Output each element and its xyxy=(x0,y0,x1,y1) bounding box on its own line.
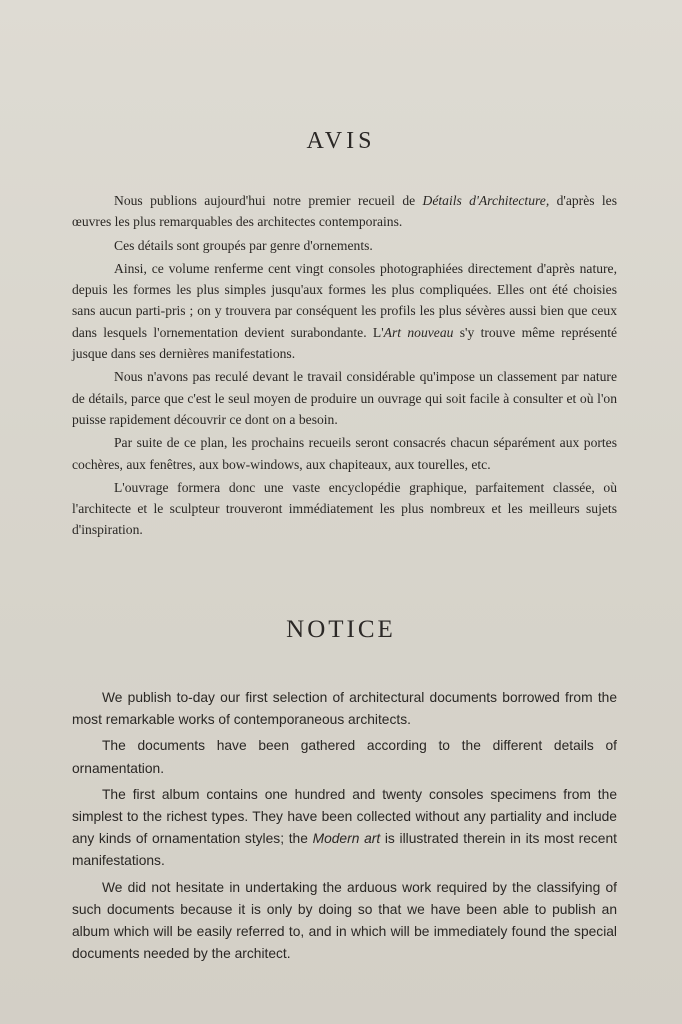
notice-title: NOTICE xyxy=(286,616,396,643)
avis-section xyxy=(72,190,617,543)
paragraph-text: s'y trouve même représenté jusque dans ses dernières manifestations. xyxy=(72,324,618,362)
paragraph-text: The first album contains one hundred and twenty consoles specimens from the simplest to the richest types. They have been collected without any partiality and include any kinds of ornamentation styles; the xyxy=(72,786,617,847)
avis-paragraph xyxy=(72,190,617,233)
paragraph-text: d'après les œuvres les plus remarquables des architectes contemporains. xyxy=(72,193,618,230)
italic-text: Art nouveau xyxy=(383,324,454,340)
paragraph-text: Par suite de ce plan, les prochains recueils seront consacrés chacun séparément aux portes cochères, aux fenêtres, aux bow-windows, aux chapiteaux, aux tourelles, etc. xyxy=(72,435,617,472)
paragraph-text: Nous publions aujourd'hui notre premier recueil de xyxy=(114,193,423,208)
notice-paragraph xyxy=(72,687,617,731)
notice-paragraph xyxy=(72,877,617,966)
avis-paragraph xyxy=(72,477,617,541)
paragraph-text: is illustrated therein in its most recent manifestations. xyxy=(72,831,617,869)
avis-paragraph xyxy=(72,235,617,256)
paragraph-text: We did not hesitate in undertaking the arduous work required by the classifying of such documents because it is only by doing so that we have been able to publish an album which will be easily referred to, and in which will be immediately found the special documents needed by the architect. xyxy=(72,879,617,962)
paragraph-text: Ces détails sont groupés par genre d'ornements. xyxy=(114,237,373,253)
notice-section xyxy=(72,687,617,969)
paragraph-text: Ainsi, ce volume renferme cent vingt consoles photographiées directement d'après nature, depuis les formes les plus simples jusqu'aux formes les plus compliquées. Elles ont été choisies sans aucun parti-pris ; on y trouvera par conséquent les profils les plus sévères aussi bien que ceux dans lesquels l'ornementation devient surabondante. L' xyxy=(72,260,617,340)
avis-paragraph xyxy=(72,432,617,475)
avis-paragraph xyxy=(72,366,617,430)
notice-paragraph xyxy=(72,784,617,873)
avis-title: AVIS xyxy=(306,128,376,154)
italic-text: Détails d'Architecture, xyxy=(422,193,550,208)
notice-paragraph xyxy=(72,735,617,779)
paragraph-text: Nous n'avons pas reculé devant le travail considérable qu'impose un classement par nature de détails, parce que c'est le seul moyen de produire un ouvrage qui soit facile à consulter et où l'on puisse rapidement découvrir ce dont on a besoin. xyxy=(72,369,617,427)
paragraph-text: The documents have been gathered according to the different details of ornamentation. xyxy=(72,738,617,776)
italic-text: Modern art xyxy=(312,831,381,847)
paragraph-text: L'ouvrage formera donc une vaste encyclopédie graphique, parfaitement classée, où l'architecte et le sculpteur trouveront immédiatement les plus nombreux et les meilleurs sujets d'inspiration. xyxy=(72,479,617,538)
paragraph-text: We publish to-day our first selection of architectural documents borrowed from the most remarkable works of contemporaneous architects. xyxy=(72,690,617,728)
avis-paragraph xyxy=(72,258,617,364)
